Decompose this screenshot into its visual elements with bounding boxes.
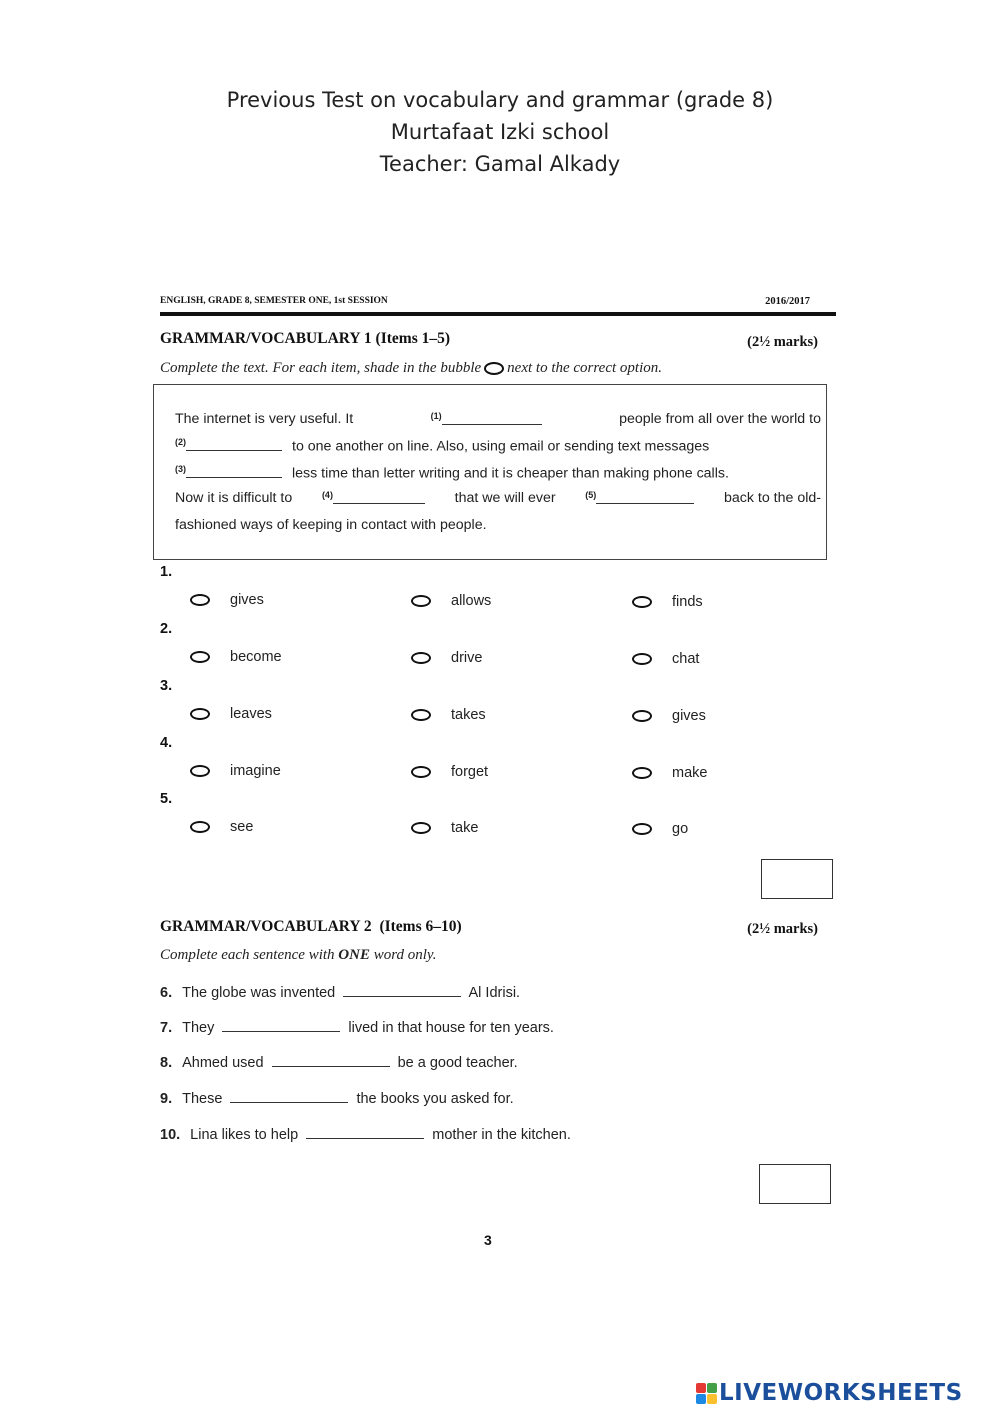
blank-4[interactable] <box>333 491 425 504</box>
page-number: 3 <box>484 1232 492 1248</box>
option[interactable]: drive <box>411 650 482 666</box>
bubble-icon[interactable] <box>190 594 210 606</box>
bubble-icon[interactable] <box>411 652 431 664</box>
sentence-item: 8. Ahmed used be a good teacher. <box>160 1055 518 1071</box>
bubble-icon[interactable] <box>632 596 652 608</box>
section2-title: GRAMMAR/VOCABULARY 2 (Items 6–10) <box>160 918 462 935</box>
bubble-icon[interactable] <box>632 710 652 722</box>
bubble-icon[interactable] <box>190 708 210 720</box>
bubble-icon[interactable] <box>632 767 652 779</box>
section2-instruction: Complete each sentence with ONE word only. <box>160 947 437 963</box>
blank-2[interactable] <box>186 438 282 451</box>
logo-text: LIVEWORKSHEETS <box>719 1380 963 1406</box>
bubble-icon[interactable] <box>411 766 431 778</box>
sheet-label: ENGLISH, GRADE 8, SEMESTER ONE, 1st SESSION <box>160 296 388 306</box>
section2-marks: (2½ marks) <box>747 921 818 937</box>
option[interactable]: leaves <box>190 706 272 722</box>
text-line-5: fashioned ways of keeping in contact with people. <box>175 517 487 533</box>
section1-marks: (2½ marks) <box>747 334 818 350</box>
blank-1[interactable] <box>442 412 542 425</box>
bubble-icon[interactable] <box>411 709 431 721</box>
section1-title: GRAMMAR/VOCABULARY 1 (Items 1–5) <box>160 330 451 347</box>
sentence-blank[interactable] <box>306 1126 424 1139</box>
sentence-blank[interactable] <box>222 1019 340 1032</box>
sentence-item: 9. These the books you asked for. <box>160 1091 514 1107</box>
option[interactable]: imagine <box>190 763 281 779</box>
sentence-item: 7. They lived in that house for ten years. <box>160 1020 554 1036</box>
sentence-blank[interactable] <box>343 984 461 997</box>
bubble-icon[interactable] <box>190 765 210 777</box>
liveworksheets-logo <box>696 1380 963 1406</box>
text-line-1: The internet is very useful. It $^{(1)}$ people from all over the world to <box>175 411 821 427</box>
question-number: 2. <box>160 621 173 637</box>
option[interactable]: take <box>411 820 478 836</box>
option[interactable]: go <box>632 821 688 837</box>
worksheet-title: Previous Test on vocabulary and grammar (grade 8) <box>226 88 774 112</box>
option[interactable]: chat <box>632 651 699 667</box>
sentence-blank[interactable] <box>230 1090 348 1103</box>
option[interactable]: forget <box>411 764 488 780</box>
bubble-icon[interactable] <box>632 653 652 665</box>
text-line-2: $^{(2)}$ to one another on line. Also, using email or sending text messages <box>175 437 710 455</box>
bubble-icon <box>484 362 504 375</box>
option[interactable]: allows <box>411 593 491 609</box>
option[interactable]: takes <box>411 707 486 723</box>
header-rule <box>160 312 836 316</box>
cloze-text-box <box>153 384 827 560</box>
blank-3[interactable] <box>186 465 282 478</box>
teacher-name: Teacher: Gamal Alkady <box>379 152 621 176</box>
logo-blocks-icon <box>696 1383 717 1404</box>
score-box[interactable] <box>759 1164 831 1204</box>
sentence-blank[interactable] <box>272 1054 390 1067</box>
question-number: 3. <box>160 678 173 694</box>
sheet-header <box>160 296 810 306</box>
bubble-icon[interactable] <box>190 821 210 833</box>
section1-instruction: Complete the text. For each item, shade in the bubble next to the correct option. <box>160 360 662 376</box>
option[interactable]: gives <box>190 592 264 608</box>
question-number: 1. <box>160 564 173 580</box>
blank-5[interactable] <box>596 491 694 504</box>
option[interactable]: make <box>632 765 707 781</box>
sentence-item: 10. Lina likes to help mother in the kitchen. <box>160 1127 571 1143</box>
text-line-4: Now it is difficult to $^{(4)}$ that we will ever $^{(5)}$ back to the old- <box>175 490 821 506</box>
school-name: Murtafaat Izki school <box>390 120 610 144</box>
score-box[interactable] <box>761 859 833 899</box>
option[interactable]: gives <box>632 708 706 724</box>
sentence-item: 6. The globe was invented Al Idrisi. <box>160 985 521 1001</box>
option[interactable]: see <box>190 819 253 835</box>
bubble-icon[interactable] <box>411 822 431 834</box>
bubble-icon[interactable] <box>632 823 652 835</box>
sheet-year: 2016/2017 <box>765 296 810 307</box>
bubble-icon[interactable] <box>411 595 431 607</box>
option[interactable]: finds <box>632 594 703 610</box>
question-number: 4. <box>160 735 173 751</box>
option[interactable]: become <box>190 649 282 665</box>
bubble-icon[interactable] <box>190 651 210 663</box>
text-line-3: $^{(3)}$ less time than letter writing and it is cheaper than making phone calls. <box>175 464 729 482</box>
question-number: 5. <box>160 791 173 807</box>
